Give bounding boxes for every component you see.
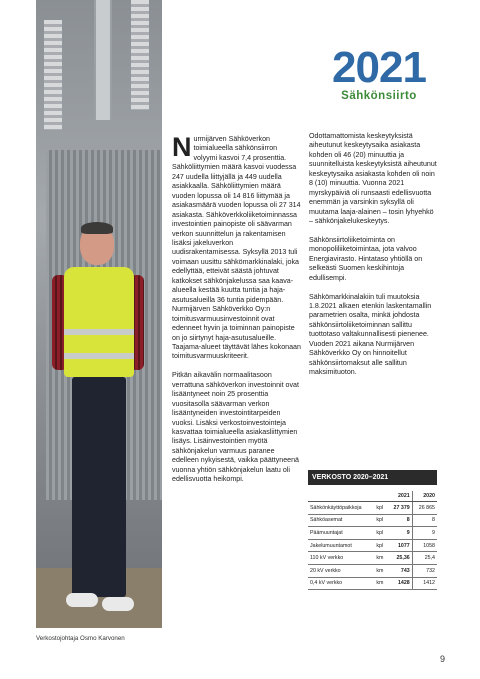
bushing-graphic bbox=[94, 0, 112, 120]
paragraph: Pitkän aikavälin normaalitasoon verrattuna sähköverkon investoinnit ovat lisääntyneet noin 25 prosenttia vuositasolla säävarman verkon lisääntyneiden investointitarpeiden vuoksi. Lisäksi verkostoinvestointeja kasvattaa toimialueella asiakasliittymien lisäys. Lisäinvestointien myötä sähkönjakelun varmuus paranee edelleen nykyisestä, vaikka päättyneenä vuonna yhtiön sähkönjakelun laatu oli edellisvuotta heikompi. bbox=[172, 371, 299, 484]
person-graphic bbox=[50, 225, 146, 625]
table-row: Päämuuntajat kpl 9 9 bbox=[308, 527, 437, 540]
text-column-2 bbox=[309, 132, 439, 387]
table-row: 0,4 kV verkko km 1428 1412 bbox=[308, 577, 437, 590]
table-header-row: 2021 2020 bbox=[308, 491, 437, 502]
network-table bbox=[308, 470, 437, 590]
text-column-1 bbox=[172, 132, 302, 494]
table-row: Jakelumuuntamot kpl 1077 1058 bbox=[308, 539, 437, 552]
paragraph: Sähkömarkkinalakiin tuli muutoksia 1.8.2021 alkaen etenkin laskentamallin parametrien osalta, minkä johdosta sähkönsiirtoliiketoiminnan sallittu tuottotaso valtakunnallisesti pienenee. Vuoden 2021 aikana Nurmijärven Sähköverkko Oy on hinnoitellut sähkönsiirtomaksut alle sallitun maksimituoton. bbox=[309, 292, 432, 377]
insulator-graphic bbox=[131, 0, 149, 110]
paragraph: Odottamattomista keskeytyksistä aiheutunut keskeytysaika asiakasta kohden oli 46 (20) minuuttia ja suunnitelluista keskeytyksistä aiheutunut keskeytysaika asiakasta kohden oli noin 8 (10) minuuttia. Vuonna 2021 myrskypäiviä oli runsaasti edellisvuotta enemmän ja varsinkin syksyllä oli muutama laaja-alainen – tosin lyhyehkö – sähkönjakelukeskeytys. bbox=[309, 132, 437, 226]
photo-caption: Verkostojohtaja Osmo Karvonen bbox=[36, 635, 125, 642]
paragraph: Sähkönsiirtoliiketoiminta on monopoliliiketoimintaa, jota valvoo Energiavirasto. Hintataso yhtiöllä on selkeästi Suomen keskihintoja edullisempi. bbox=[309, 235, 423, 282]
cover-photo bbox=[36, 0, 162, 628]
table-row: 110 kV verkko km 25,36 25,4 bbox=[308, 552, 437, 565]
table-title: VERKOSTO 2020–2021 bbox=[308, 470, 437, 485]
table-row: Sähkönkäyttöpaikkoja kpl 27 379 26 865 bbox=[308, 502, 437, 515]
table-row: Sähköasemat kpl 8 8 bbox=[308, 514, 437, 527]
page-subtitle: Sähkönsiirto bbox=[341, 90, 417, 102]
page-year: 2021 bbox=[332, 43, 426, 92]
page-number: 9 bbox=[440, 654, 446, 664]
dropcap: N bbox=[172, 132, 192, 162]
paragraph: Nurmijärven Sähköverkon toimialueella sähkönsiirron volyymi kasvoi 7,4 prosenttia. Sähköliittymien määrä kasvoi vuodessa 247 uudella liittyjällä ja 449 uudella asiakkaalla. Sähköliittymien määrä vuoden lopussa oli 14 816 liittymää ja asiakasmäärä vuoden lopussa oli 27 314 asiakasta. Sähköverkkoliiketoiminnassa investointien painopiste oli säävarman verkon suunnittelun ja rakentamisen lisäksi jakeluverkon uudisrakentamisessa. Syksyllä 2013 tuli voimaan uusittu sähkömarkkinalaki, joka edellyttää, etteivät säästä johtuvat katkokset sähkönjakelussa saa kaava-alueella kestää kuutta tuntia ja haja-asutusalueilla 36 tuntia pidempään. Nurmijärven Sähköverkko Oy:n toimitusvarmuusinvestoinnit ovat edenneet hyvin ja toiminnan painopiste on jo siirtynyt haja-asutusalueille. Taajama-alueet täyttävät lähes kokonaan toimitusvarmuuskriteerit. bbox=[172, 132, 301, 361]
insulator-graphic bbox=[44, 20, 62, 130]
table-row: 20 kV verkko km 743 732 bbox=[308, 564, 437, 577]
